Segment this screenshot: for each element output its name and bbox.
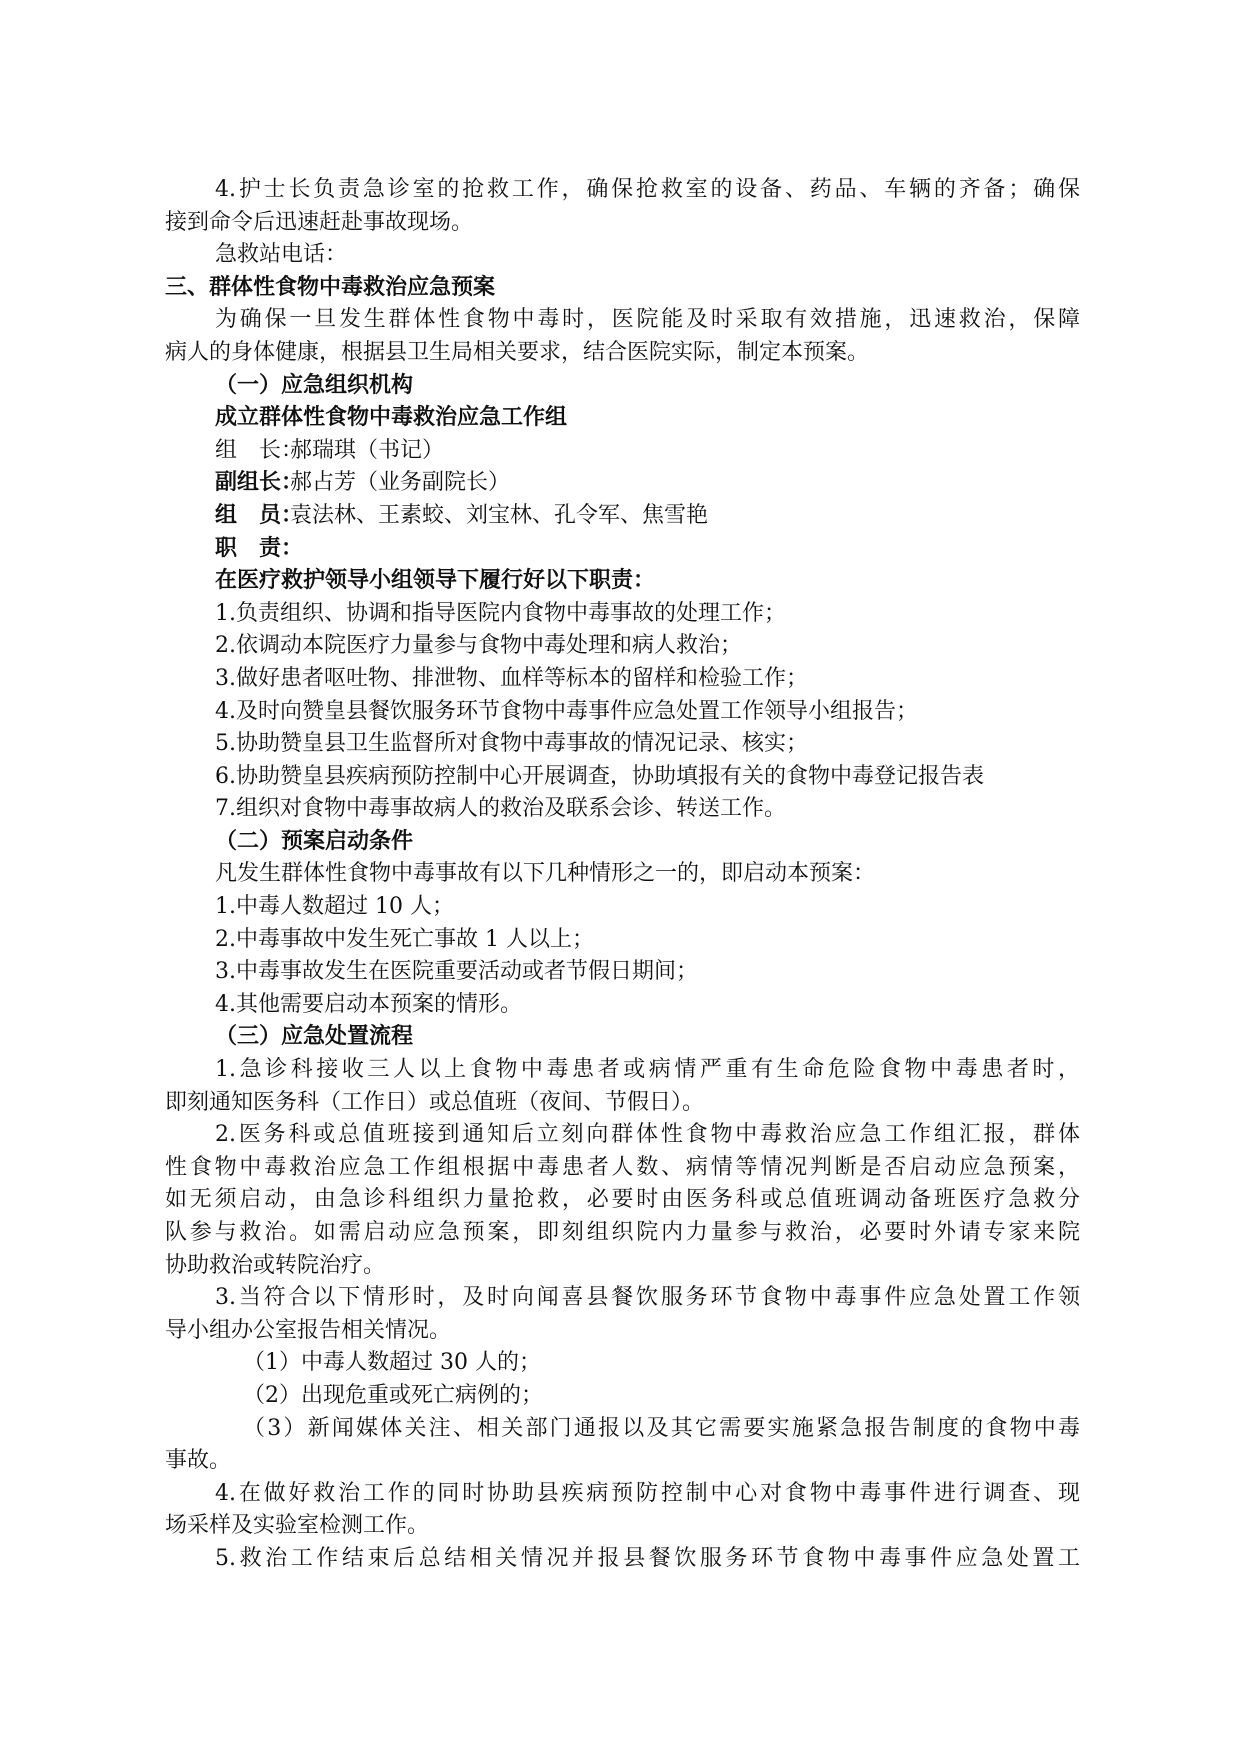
list-item: （2）出现危重或死亡病例的； (243, 1382, 543, 1408)
list-item: 1.负责组织、协调和指导医院内食物中毒事故的处理工作； (215, 600, 786, 626)
deputy-label: 副组长： (215, 470, 304, 496)
leader-line (165, 435, 1080, 468)
paragraph-line: 即刻通知医务科（工作日）或总值班（夜间、节假日）。 (165, 1089, 705, 1115)
paragraph-line: 1.急诊科接收三人以上食物中毒患者或病情严重有生命危险食物中毒患者时， (215, 1057, 1080, 1083)
leader-label: 组 长： (215, 437, 304, 463)
list-item: 3.中毒事故发生在医院重要活动或者节假日期间； (215, 959, 698, 985)
paragraph-line: 4.在做好救治工作的同时协助县疾病预防控制中心对食物中毒事件进行调查、现 (215, 1480, 1080, 1506)
list-item: 4.及时向赞皇县餐饮服务环节食物中毒事件应急处置工作领导小组报告； (215, 698, 918, 724)
paragraph-line: 事故。 (165, 1448, 232, 1474)
paragraph-line: 导小组办公室报告相关情况。 (165, 1317, 452, 1343)
members-label: 组 员： (215, 502, 304, 528)
document-page (165, 174, 1080, 1576)
paragraph-line: 如无须启动，由急诊科组织力量抢救，必要时由医务科或总值班调动备班医疗急救分 (165, 1187, 1080, 1213)
paragraph-line: 凡发生群体性食物中毒事故有以下几种情形之一的，即启动本预案： (215, 861, 876, 887)
deputy-value: 郝占芳（业务副院长） (290, 470, 511, 496)
phone-line: 急救站电话： (215, 242, 348, 268)
paragraph-line: 场采样及实验室检测工作。 (165, 1513, 430, 1539)
section-heading: 三、群体性食物中毒救治应急预案 (165, 274, 496, 300)
duties-label: 职 责： (215, 535, 304, 561)
subsection-subheading: 成立群体性食物中毒救治应急工作组 (215, 405, 568, 431)
paragraph-line: 为确保一旦发生群体性食物中毒时，医院能及时采取有效措施，迅速救治，保障 (215, 307, 1080, 333)
paragraph-line: 5.救治工作结束后总结相关情况并报县餐饮服务环节食物中毒事件应急处置工 (215, 1545, 1080, 1571)
subsection-heading: （一）应急组织机构 (215, 372, 414, 398)
list-item: 3.做好患者呕吐物、排泄物、血样等标本的留样和检验工作； (215, 665, 808, 691)
list-item: 7.组织对食物中毒事故病人的救治及联系会诊、转送工作。 (215, 796, 786, 822)
list-item: 1.中毒人数超过 10 人； (215, 894, 454, 920)
subsection-heading: （三）应急处置流程 (215, 1024, 414, 1050)
paragraph-line: 4.护士长负责急诊室的抢救工作，确保抢救室的设备、药品、车辆的齐备；确保 (215, 177, 1080, 202)
members-value: 袁法林、王素蛟、刘宝林、孔令军、焦雪艳 (290, 502, 709, 528)
paragraph-line: 协助救治或转院治疗。 (165, 1252, 386, 1278)
list-item: （3）新闻媒体关注、相关部门通报以及其它需要实施紧急报告制度的食物中毒 (243, 1415, 1080, 1441)
paragraph-line: 3.当符合以下情形时，及时向闻喜县餐饮服务环节食物中毒事件应急处置工作领 (215, 1285, 1080, 1311)
list-item: 2.中毒事故中发生死亡事故 1 人以上； (215, 926, 594, 952)
deputy-line (165, 467, 1080, 500)
list-item: （1）中毒人数超过 30 人的； (243, 1350, 541, 1376)
list-item: 5.协助赞皇县卫生监督所对食物中毒事故的情况记录、核实； (215, 731, 808, 757)
paragraph-line: 病人的身体健康，根据县卫生局相关要求，结合医院实际，制定本预案。 (165, 339, 870, 365)
list-item: 4.其他需要启动本预案的情形。 (215, 991, 522, 1017)
paragraph-line: 接到命令后迅速赶赴事故现场。 (165, 209, 474, 235)
subsection-heading: （二）预案启动条件 (215, 828, 414, 854)
members-line (165, 500, 1080, 533)
paragraph-line: 队参与救治。如需启动应急预案，即刻组织院内力量参与救治，必要时外请专家来院 (165, 1220, 1080, 1245)
leader-value: 郝瑞琪（书记） (290, 437, 445, 463)
paragraph-line: 性食物中毒救治应急工作组根据中毒患者人数、病情等情况判断是否启动应急预案， (165, 1154, 1080, 1180)
list-item: 6.协助赞皇县疾病预防控制中心开展调查，协助填报有关的食物中毒登记报告表 (215, 763, 984, 789)
list-item: 2.依调动本院医疗力量参与食物中毒处理和病人救治； (215, 633, 742, 659)
paragraph-line: 2.医务科或总值班接到通知后立刻向群体性食物中毒救治应急工作组汇报，群体 (215, 1122, 1080, 1148)
duties-subheading: 在医疗救护领导小组领导下履行好以下职责： (215, 568, 656, 594)
